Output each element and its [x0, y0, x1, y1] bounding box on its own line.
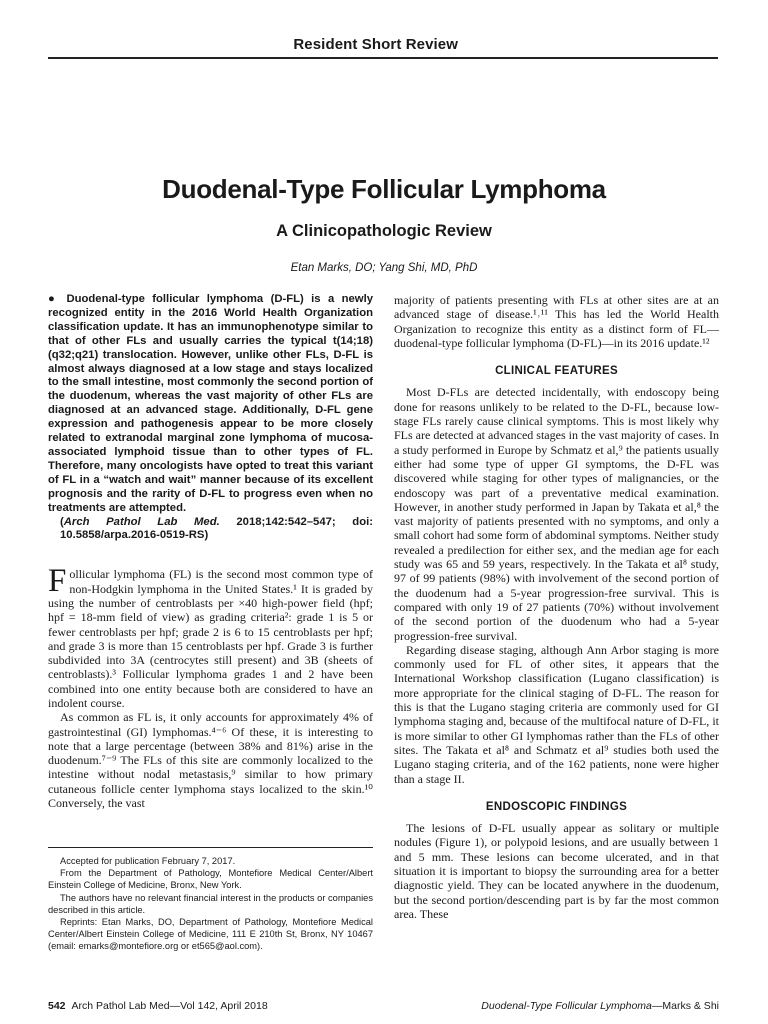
section-label: Resident Short Review: [293, 36, 458, 53]
citation-details: 2018;142:542–547; doi: 10.5858/arpa.2016-0519-RS): [60, 515, 373, 542]
article-subtitle: A Clinicopathologic Review: [276, 222, 492, 240]
body-paragraph: majority of patients presenting with FLs at other sites are at an advanced stage of disease.¹˒¹¹ This has led the World Health Organization to recognize this entity as a distinct form of FL—duodenal-type follicular lymphoma (D-FL)—in its 2016 update.¹²: [394, 293, 719, 350]
drop-cap: F: [48, 563, 67, 600]
footnote-affiliation: From the Department of Pathology, Montefiore Medical Center/Albert Einstein College of Medicine, Bronx, New York.: [48, 868, 373, 891]
header-rule: [48, 57, 718, 59]
footnotes: [48, 847, 373, 953]
right-column: [394, 293, 719, 921]
running-footer: [394, 1000, 719, 1012]
bullet-icon: ●: [48, 293, 60, 305]
footnote-disclosure: The authors have no relevant financial interest in the products or companies described in this article.: [48, 892, 373, 915]
body-paragraph: The lesions of D-FL usually appear as solitary or multiple nodules (Figure 1), or polypoid lesions, and are usually between 1 and 5 mm. These lesions can become ulcerated, and in that situation it is important to biopsy the surrounding area for a better diagnostic yield. They can be located anywhere in the duodenum, but the second portion/descending part is by far the most common area. These: [394, 821, 719, 921]
body-paragraph: Regarding disease staging, although Ann Arbor staging is more commonly used for FL of other sites, it appears that the International Workshop classification (Lugano classification) is more appropriate for the clinical staging of D-FL. The reason for this is that the Lugano staging criteria are commonly used for GI lymphoma staging and, because of the multifocal nature of D-FL, it is more similar to other GI lymphomas rather than the FLs of other sites. The Takata et al⁸ and Schmatz et al⁹ studies both used the Lugano staging criteria, and of the 162 patients, none were higher than a stage II.: [394, 642, 719, 786]
journal-issue: Arch Pathol Lab Med—Vol 142, April 2018: [71, 1000, 268, 1012]
body-paragraph: Most D-FLs are detected incidentally, with endoscopy being done for reasons unlikely to be related to the D-FL, because low-stage FLs rarely cause clinical symptoms. This is most likely why FLs are detected at advanced stages in the vast majority of cases. In a study performed in Europe by Schmatz et al,⁹ the patients usually either had some type of upper GI symptoms, the D-FL was discovered while staging for other types of malignancies, or the endoscopy was part of a preventative medical examination. However, in another study performed in Japan by Takata et al,⁸ the vast majority of patients presented with no symptoms, and only a small cohort had some form of abdominal symptoms. Neither study revealed a predilection for either sex, and the median age for each study was 65 and 59 years, respectively. In the Takata et al⁸ study, 97 of 99 patients (98%) with involvement of the second portion of the duodenum had a 5-year progression-free survival. This is compared with only 19 of 27 patients (70%) without involvement of the second portion of the duodenum who had a 5-year progression-free survival.: [394, 385, 719, 643]
section-heading-clinical: CLINICAL FEATURES: [495, 365, 618, 378]
body-paragraph: As common as FL is, it only accounts for approximately 4% of gastrointestinal (GI) lymphomas.⁴⁻⁶ Of these, it is interesting to note that a large percentage (between 38% and 81%) arise in the duodenum.⁷⁻⁹ The FLs of this site are commonly localized to the intestine without nodal metastasis,⁹ similar to how primary cutaneous follicle center lymphoma stays localized to the skin.¹⁰ Conversely, the vast: [48, 710, 373, 811]
article-title: Duodenal-Type Follicular Lymphoma: [162, 174, 606, 204]
footnote-accepted: Accepted for publication February 7, 2017.: [60, 856, 236, 866]
abstract: [48, 293, 373, 516]
section-heading-endoscopic: ENDOSCOPIC FINDINGS: [485, 800, 628, 813]
left-column: [48, 293, 373, 810]
intro-paragraph: [48, 563, 373, 710]
running-authors: —Marks & Shi: [651, 1000, 719, 1012]
citation-journal: Arch Pathol Lab Med.: [63, 515, 220, 528]
citation: (Arch Pathol Lab Med. 2018;142:542–547; doi: 10.5858/arpa.2016-0519-RS): [60, 515, 373, 542]
page-number: 542: [48, 1000, 66, 1012]
footnote-reprints: Reprints: Etan Marks, DO, Department of Pathology, Montefiore Medical Center/Albert Einstein College of Medicine, 111 E 210th St, Bronx, NY 10467 (email: emarks@montefiore.org or et565@aol.com).: [48, 917, 373, 952]
author-line: Etan Marks, DO; Yang Shi, MD, PhD: [290, 262, 478, 274]
intro-text: ollicular lymphoma (FL) is the second most common type of non-Hodgkin lymphoma in the United States.¹ It is graded by using the number of centroblasts per ×40 high-power field (hpf; hpf = 18-mm field of view) as grading criteria²: grade 1 is 5 or fewer centroblasts per hpf; grade 2 is 6 to 15 centroblasts per hpf; and grade 3 is more than 15 centroblasts per hpf. Grade 3 is further subdivided into 3A (centrocytes still present) and 3B (sheets of centroblasts).³ Follicular lymphoma grades 1 and 2 have been combined into one entity because both are considered to have an indolent course.: [48, 567, 373, 710]
abstract-text: Duodenal-type follicular lymphoma (D-FL) is a newly recognized entity in the 2016 World Health Organization classification update. It has an immunophenotype similar to that of other FLs and usually carries the typical t(14;18)(q32;q21) translocation. However, unlike other FLs, D-FL is almost always diagnosed at a low stage and stays localized to the small intestine, most commonly the second portion of the duodenum, whereas the vast majority of other FLs are diagnosed at an advanced stage. Additionally, D-FL gene expression and pathogenesis appear to be more closely related to extranodal marginal zone lymphoma of mucosa-associated lymphoid tissue than to other types of FL. Therefore, many oncologists have opted to treat this variant of FL in a “watch and wait” manner because of its excellent prognosis and the rarity of D-FL to progress even when no treatments are attempted.: [48, 293, 374, 514]
running-title: Duodenal-Type Follicular Lymphoma: [481, 1000, 652, 1012]
footer-journal-info: [48, 1000, 268, 1012]
